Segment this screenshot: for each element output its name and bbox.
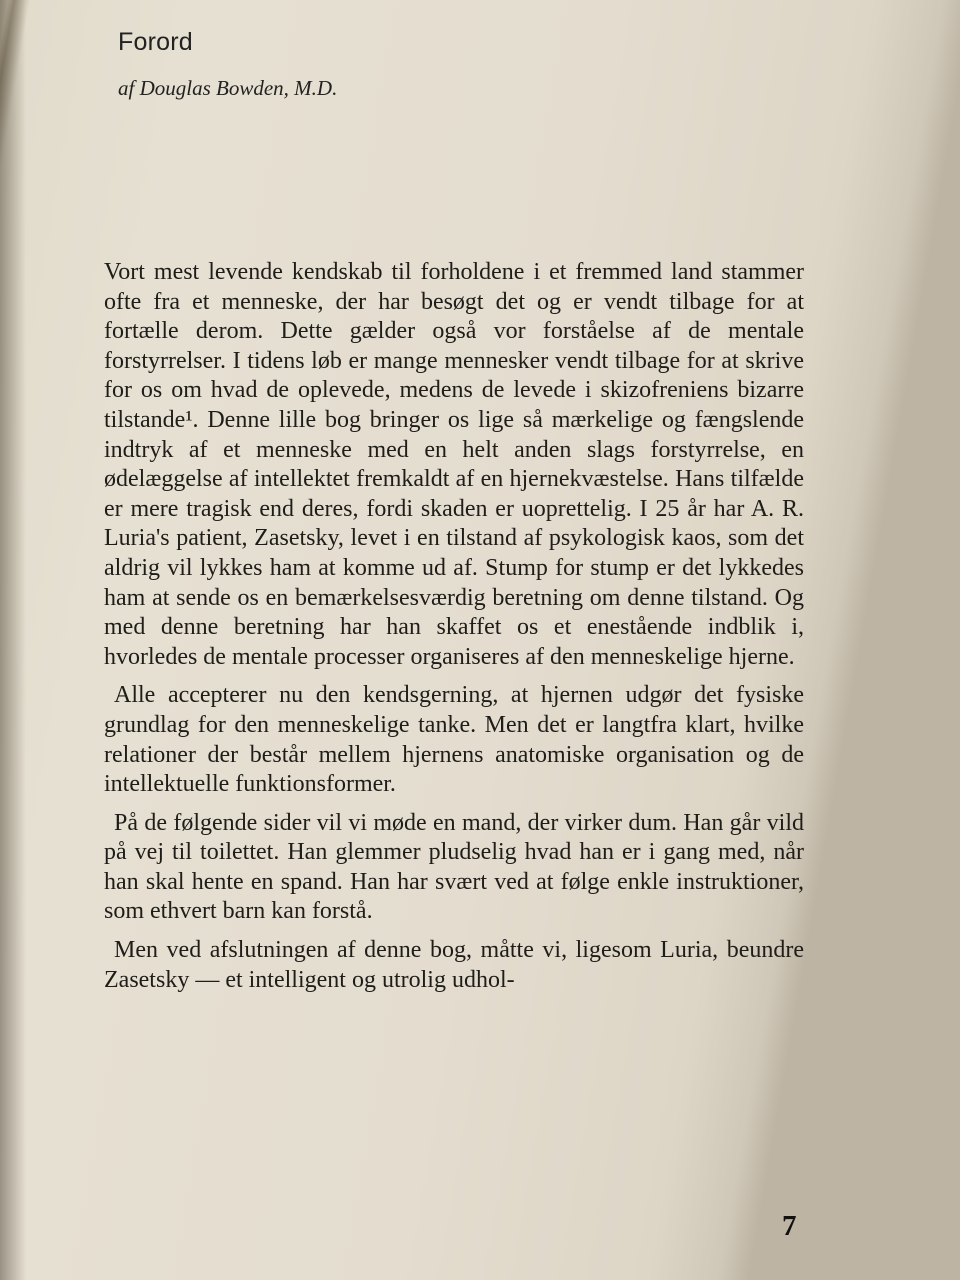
paragraph-4: Men ved afslutningen af denne bog, måtte vi, ligesom Luria, beundre Zasetsky — et intelligent og utrolig udhol- [104, 937, 804, 993]
paragraph-1: Vort mest levende kendskab til forholdene i et fremmed land stammer ofte fra et menneske, der har besøgt det og er vendt tilbage for at fortælle derom. Dette gælder også vor forståelse af de mentale forstyrrelser. I tidens løb er mange mennesker vendt tilbage for at skrive for os om hvad de oplevede, medens de levede i skizofreniens bizarre tilstande¹. Denne lille bog bringer os lige så mærkelige og fængslende indtryk af et menneske med en helt anden slags forstyrrelse, en ødelæggelse af intellektet fremkaldt af en hjernekvæstelse. Hans tilfælde er mere tragisk end deres, fordi skaden er uoprettelig. I 25 år har A. R. Luria's patient, Zasetsky, levet i en tilstand af psykologisk kaos, som det aldrig vil lykkes ham at komme ud af. Stump for stump er det lykkedes ham at sende os en bemærkelsesværdig beretning om denne tilstand. Og med denne beretning har han skaffet os et enestående indblik i, hvorledes de mentale processer organiseres af den menneskelige hjerne. [104, 259, 804, 670]
chapter-heading: Forord [118, 28, 193, 56]
page-number: 7 [782, 1210, 797, 1242]
book-gutter-shadow [0, 0, 26, 1280]
paragraph-2: Alle accepterer nu den kendsgerning, at hjernen udgør det fysiske grundlag for den menneskelige tanke. Men det er langtfra klart, hvilke relationer der består mellem hjernens anatomiske organisation og de intellektuelle funktionsformer. [104, 682, 804, 798]
author-byline: af Douglas Bowden, M.D. [118, 76, 338, 100]
paragraph-3: På de følgende sider vil vi møde en mand, der virker dum. Han går vild på vej til toilettet. Han glemmer pludselig hvad han er i gang med, når han skal hente en spand. Han har svært ved at følge enkle instruktioner, som ethvert barn kan forstå. [104, 809, 804, 925]
body-text [104, 258, 804, 995]
